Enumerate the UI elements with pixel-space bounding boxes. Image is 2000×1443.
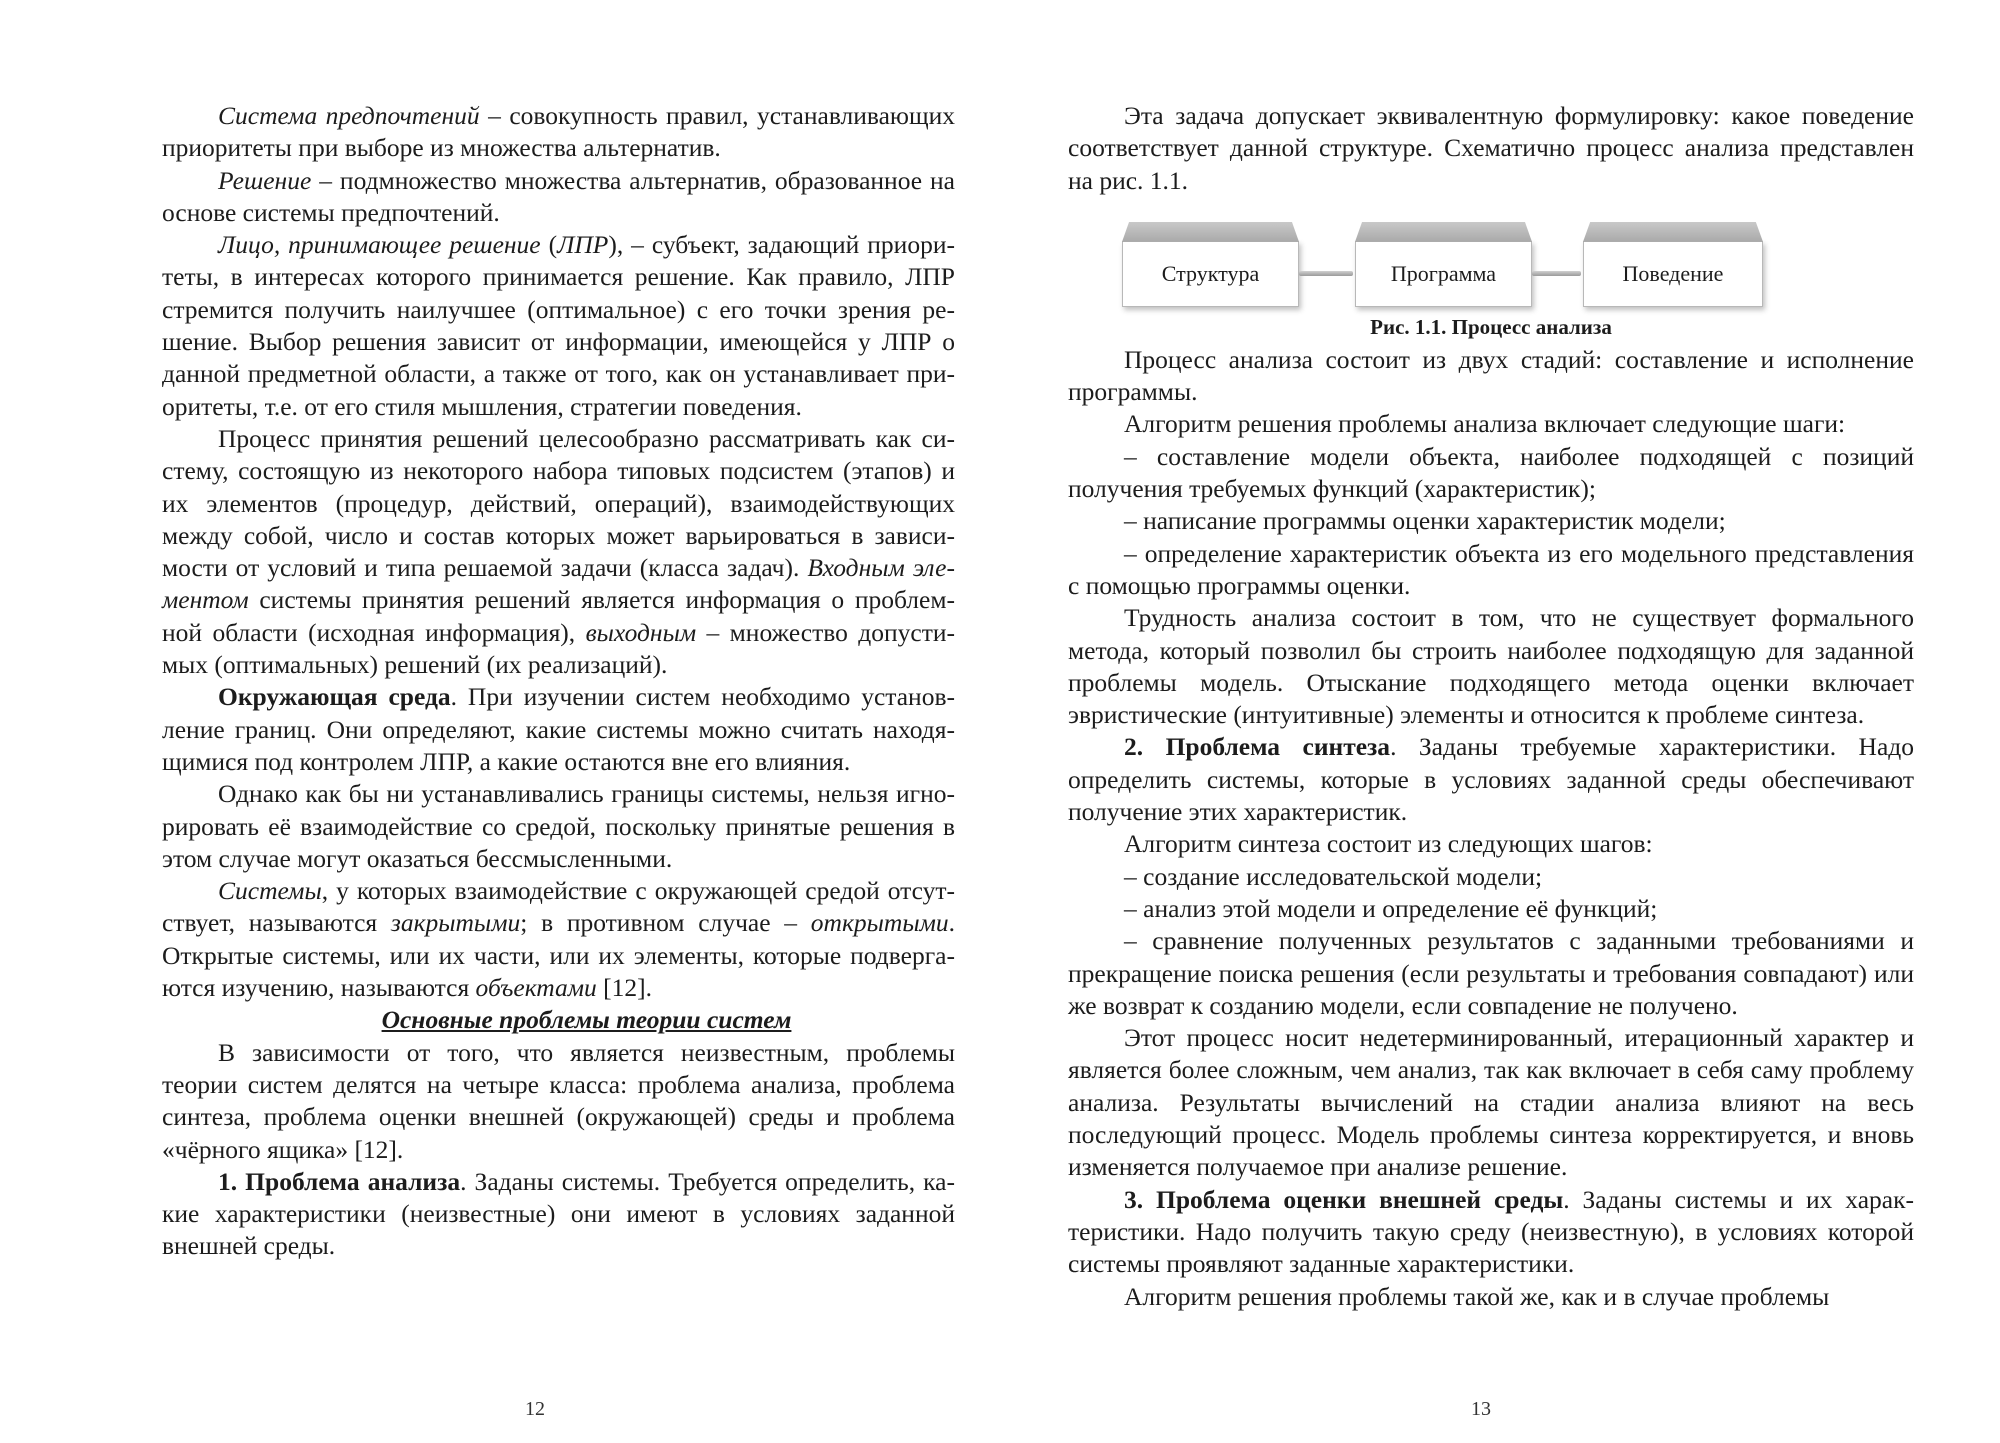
figure-analysis-process (1068, 221, 1914, 340)
list-item: – определение характеристик объекта из его модельного представления с помощью программы оценки. (1068, 538, 1914, 600)
paragraph: 3. Проблема оценки внешней среды. Заданы системы и их характеристики. Надо получить такую среду (неизвестную), в условиях которой системы проявляют заданные характеристики. (1068, 1184, 1914, 1279)
term: открытыми (810, 908, 949, 938)
term: Решение (218, 165, 312, 195)
paragraph: 1. Проблема анализа. Заданы системы. Требуется определить, какие характеристики (неизвестные) они имеют в условиях заданной внешней среды. (162, 1166, 955, 1261)
inline-heading: 2. Проблема синтеза (1124, 732, 1391, 762)
left-page-text (162, 100, 955, 1263)
diagram-connector (1299, 271, 1353, 276)
term: объектами (475, 973, 597, 1003)
paragraph: 2. Проблема синтеза. Заданы требуемые характеристики. Надо определить системы, которые в условиях заданной среды обеспечивают получение этих характеристик. (1068, 732, 1914, 827)
term: Входным элементом (162, 553, 955, 615)
page-number: 13 (1471, 1398, 1491, 1420)
paragraph: Трудность анализа состоит в том, что не существует формального метода, который позволил бы строить наиболее подходящую для заданной проблемы модель. Отыскание подходящего метода оценки включает эвристические (интуитивные) элементы и относится к проблеме синтеза. (1068, 603, 1914, 730)
paragraph: Эта задача допускает эквивалентную формулировку: какое поведение соответствует данной структуре. Схематично процесс анализа представлен на рис. 1.1. (1068, 101, 1914, 195)
paragraph: Система предпочтений – совокупность правил, устанавливающих приоритеты при выборе из множества альтернатив. (162, 101, 956, 163)
paragraph: Однако как бы ни устанавливались границы системы, нельзя игнорировать её взаимодействие со средой, поскольку принятые решения в этом случае могут оказаться бессмысленными. (162, 779, 955, 873)
paragraph: Процесс анализа состоит из двух стадий: составление и исполнение программы. (1068, 344, 1914, 407)
paragraph: Решение – подмножество множества альтернатив, образованное на основе системы предпочтений. (162, 165, 955, 227)
diagram-box-program: Программа (1355, 241, 1532, 307)
paragraph: Лицо, принимающее решение (ЛПР), – субъект, задающий приоритеты, в интересах которого принимается решение. Как правило, ЛПР стремится получить наилучшее (оптимальное) с его точки зрения решение. Выбор решения зависит от информации, имеющейся у ЛПР о данной предметной области, а также от того, как он устанавливает приоритеты, т.е. от его стиля мышления, стратегии поведения. (162, 230, 955, 421)
right-page (1000, 0, 2000, 1443)
list-item: – сравнение полученных результатов с заданными требованиями и прекращение поиска решения (если результаты и требования совпадают) или же возврат к созданию модели, если совпадение не получено. (1068, 926, 1914, 1020)
list-item: – составление модели объекта, наиболее подходящей с позиций получения требуемых функций (характеристик); (1068, 441, 1914, 504)
list-item: – создание исследовательской модели; (1124, 861, 1543, 891)
term: ЛПР (557, 230, 609, 260)
inline-heading: 3. Проблема оценки внешней среды (1124, 1184, 1564, 1214)
term: закрытыми (390, 908, 521, 938)
list-item: – написание программы оценки характеристик модели; (1124, 506, 1726, 536)
paragraph: Алгоритм решения проблемы такой же, как и в случае проблемы (1124, 1281, 1830, 1311)
diagram-connector (1532, 271, 1581, 276)
diagram-box-behavior: Поведение (1583, 241, 1763, 307)
page-number: 12 (525, 1398, 545, 1420)
paragraph: Процесс принятия решений целесообразно рассматривать как систему, состоящую из некоторого набора типовых подсистем (этапов) и их элементов (процедур, действий, операций), взаимодействующих между собой, число и состав которых может варьироваться в зависимости от условий и типа решаемой задачи (класса задач). Входным элементом системы принятия решений является информация о проблемной области (исходная информация), выходным – множество допустимых (оптимальных) решений (их реализаций). (162, 423, 955, 680)
term: выходным (585, 617, 697, 647)
list-item: – анализ этой модели и определение её функций; (1124, 893, 1658, 923)
paragraph: Этот процесс носит недетерминированный, итерационный характер и является более сложным, чем анализ, так как включает в себя саму проблему анализа. Результаты вычислений на стадии анализа влияют на весь последующий процесс. Модель проблемы синтеза корректируется, и вновь изменяется получаемое при анализе решение. (1068, 1023, 1914, 1182)
inline-heading: 1. Проблема анализа (218, 1166, 461, 1196)
paragraph: Системы, у которых взаимодействие с окружающей средой отсутствует, называются закрытыми; в противном случае – открытыми. Открытые системы, или их части, или их элементы, которые подвергаются изучению, называются объектами [12]. (162, 876, 955, 1003)
paragraph: Алгоритм решения проблемы анализа включает следующие шаги: (1124, 409, 1846, 439)
paragraph: Окружающая среда. При изучении систем необходимо установление границ. Они определяют, какие системы можно считать находящимися под контролем ЛПР, а какие остаются вне его влияния. (162, 682, 955, 776)
term: Системы (218, 876, 322, 906)
diagram-box-structure: Структура (1122, 241, 1299, 307)
inline-heading: Окружающая среда (218, 682, 451, 712)
paragraph: Алгоритм синтеза состоит из следующих шагов: (1124, 829, 1653, 859)
term: Система предпочтений (218, 101, 480, 130)
section-title: Основные проблемы теории систем (381, 1005, 792, 1035)
term: Лицо, принимающее решение (218, 230, 541, 260)
paragraph: В зависимости от того, что является неизвестным, проблемы теории систем делятся на четыре класса: проблема анализа, проблема синтеза, проблема оценки внешней (окружающей) среды и проблема «чёрного ящика» [12]. (162, 1037, 955, 1164)
figure-caption: Рис. 1.1. Процесс анализа (1370, 314, 1612, 339)
right-page-text (1068, 100, 1914, 1313)
